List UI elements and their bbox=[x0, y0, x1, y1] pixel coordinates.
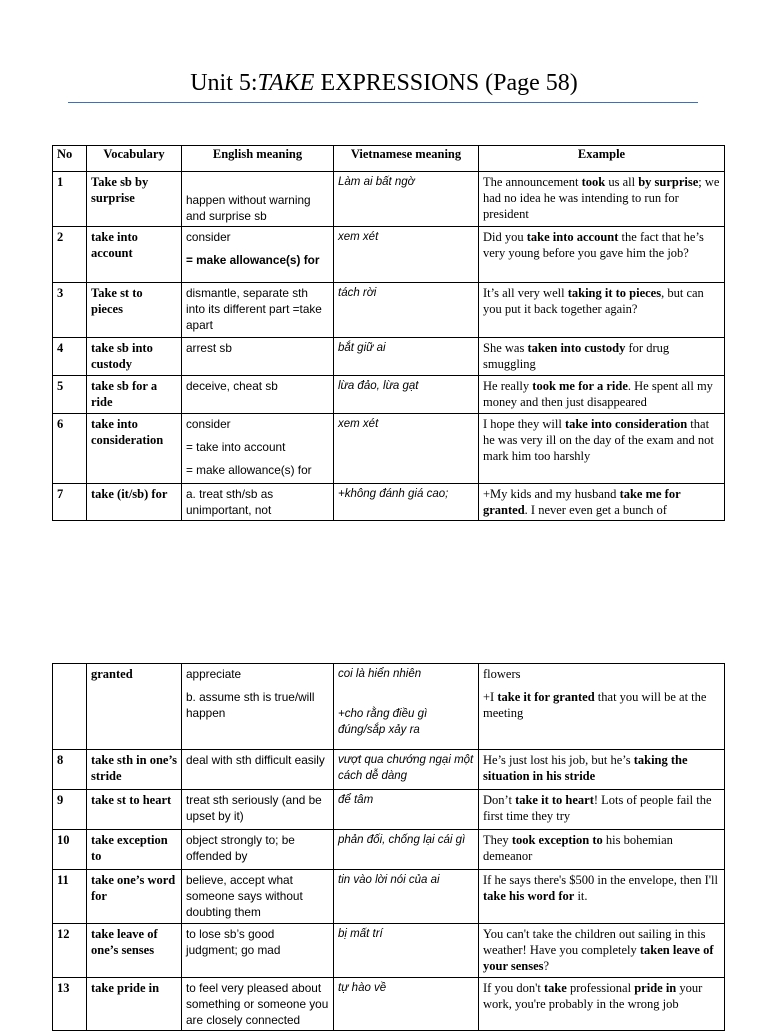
example-cell: She was taken into custody for drug smuggling bbox=[479, 338, 725, 376]
title-underline bbox=[68, 102, 698, 103]
vocabulary-cell: take st to heart bbox=[87, 790, 182, 830]
table-header-row bbox=[53, 146, 725, 172]
emphasis: take bbox=[543, 981, 567, 995]
vietnamese-meaning-line: coi là hiển nhiên bbox=[338, 668, 422, 680]
row-number bbox=[53, 664, 87, 750]
row-number: 2 bbox=[53, 227, 87, 283]
spacer bbox=[338, 682, 474, 706]
english-meaning-line: b. assume sth is true/will happen bbox=[186, 690, 315, 720]
header-vietnamese: Vietnamese meaning bbox=[334, 146, 479, 172]
vietnamese-meaning-cell: tách rời bbox=[334, 283, 479, 338]
english-meaning-cell bbox=[182, 664, 334, 750]
emphasis: take into consideration bbox=[564, 417, 688, 431]
example-cell: Did you take into account the fact that he’s very young before you gave him the job? bbox=[479, 227, 725, 283]
vietnamese-meaning-cell: lừa đảo, lừa gạt bbox=[334, 376, 479, 414]
example-cell: Don’t take it to heart! Lots of people fail the first time they try bbox=[479, 790, 725, 830]
table-row bbox=[53, 790, 725, 830]
english-meaning-cell bbox=[182, 172, 334, 227]
english-meaning-line: happen without warning and surprise sb bbox=[186, 193, 311, 223]
english-meaning-cell bbox=[182, 790, 334, 830]
row-number: 1 bbox=[53, 172, 87, 227]
emphasis: take his word for bbox=[483, 889, 575, 903]
english-meaning-line: believe, accept what someone says without doubting them bbox=[186, 873, 303, 919]
emphasis: took bbox=[581, 175, 606, 189]
page-title bbox=[0, 68, 768, 98]
table-row bbox=[53, 484, 725, 521]
emphasis: took me for a ride bbox=[532, 379, 628, 393]
example-cell: You can't take the children out sailing in this weather! Have you completely taken leave of your senses? bbox=[479, 924, 725, 978]
title-suffix: EXPRESSIONS (Page 58) bbox=[314, 70, 578, 96]
english-meaning-line: = make allowance(s) for bbox=[186, 253, 320, 267]
english-meaning-cell bbox=[182, 750, 334, 790]
table-row bbox=[53, 924, 725, 978]
example-cell: +My kids and my husband take me for granted. I never even get a bunch of bbox=[479, 484, 725, 521]
table-row bbox=[53, 172, 725, 227]
english-meaning-line: to feel very pleased about something or someone you are closely connected bbox=[186, 981, 329, 1027]
vocabulary-cell: take sb into custody bbox=[87, 338, 182, 376]
english-meaning-cell bbox=[182, 830, 334, 870]
vietnamese-meaning-cell: +không đánh giá cao; bbox=[334, 484, 479, 521]
expressions-table-bottom bbox=[52, 663, 725, 1031]
english-meaning-line: deal with sth difficult easily bbox=[186, 753, 325, 767]
vietnamese-meaning-cell: xem xét bbox=[334, 227, 479, 283]
vietnamese-meaning-cell: để tâm bbox=[334, 790, 479, 830]
title-prefix: Unit 5: bbox=[190, 70, 258, 96]
english-meaning-line: treat sth seriously (and be upset by it) bbox=[186, 793, 322, 823]
emphasis: taking the situation in his stride bbox=[483, 753, 688, 783]
expressions-table-top bbox=[52, 145, 725, 521]
english-meaning-cell bbox=[182, 484, 334, 521]
spacer bbox=[186, 432, 329, 439]
row-number: 11 bbox=[53, 870, 87, 924]
english-meaning-cell bbox=[182, 978, 334, 1031]
emphasis: taking it to pieces bbox=[567, 286, 662, 300]
header-vocabulary: Vocabulary bbox=[87, 146, 182, 172]
header-english: English meaning bbox=[182, 146, 334, 172]
spacer bbox=[483, 682, 720, 689]
row-number: 9 bbox=[53, 790, 87, 830]
english-meaning-cell bbox=[182, 227, 334, 283]
english-meaning-line: consider bbox=[186, 230, 231, 244]
table-row bbox=[53, 978, 725, 1031]
vietnamese-meaning-cell bbox=[334, 664, 479, 750]
example-cell: I hope they will take into consideration that he was very ill on the day of the exam and not mark him too harshly bbox=[479, 414, 725, 484]
english-meaning-cell bbox=[182, 338, 334, 376]
emphasis: by surprise bbox=[638, 175, 699, 189]
table-row bbox=[53, 283, 725, 338]
example-cell: It’s all very well taking it to pieces, but can you put it back together again? bbox=[479, 283, 725, 338]
example-cell: If he says there's $500 in the envelope, then I'll take his word for it. bbox=[479, 870, 725, 924]
vocabulary-cell: take exception to bbox=[87, 830, 182, 870]
vietnamese-meaning-cell: bắt giữ ai bbox=[334, 338, 479, 376]
english-meaning-line: = take into account bbox=[186, 440, 286, 454]
table-row bbox=[53, 414, 725, 484]
english-meaning-line: to lose sb’s good judgment; go mad bbox=[186, 927, 281, 957]
row-number: 4 bbox=[53, 338, 87, 376]
vocabulary-cell: take leave of one’s senses bbox=[87, 924, 182, 978]
row-number: 7 bbox=[53, 484, 87, 521]
vietnamese-meaning-cell: vượt qua chướng ngại một cách dễ dàng bbox=[334, 750, 479, 790]
vocabulary-cell: take sth in one’s stride bbox=[87, 750, 182, 790]
row-number: 8 bbox=[53, 750, 87, 790]
vocabulary-cell: take one’s word for bbox=[87, 870, 182, 924]
table-body-bottom bbox=[53, 664, 725, 1031]
vietnamese-meaning-cell: xem xét bbox=[334, 414, 479, 484]
english-meaning-cell bbox=[182, 870, 334, 924]
table-row bbox=[53, 664, 725, 750]
table-row bbox=[53, 830, 725, 870]
spacer bbox=[186, 682, 329, 689]
english-meaning-line: deceive, cheat sb bbox=[186, 379, 278, 393]
emphasis: take it to heart bbox=[515, 793, 594, 807]
table-row bbox=[53, 870, 725, 924]
example-cell: If you don't take professional pride in your work, you're probably in the wrong job bbox=[479, 978, 725, 1031]
emphasis: take me for granted bbox=[483, 487, 681, 517]
vietnamese-meaning-cell: phản đối, chống lại cái gì bbox=[334, 830, 479, 870]
row-number: 5 bbox=[53, 376, 87, 414]
vocabulary-cell: Take st to pieces bbox=[87, 283, 182, 338]
english-meaning-line: consider bbox=[186, 417, 231, 431]
spacer bbox=[186, 455, 329, 462]
table-row bbox=[53, 338, 725, 376]
english-meaning-cell bbox=[182, 924, 334, 978]
row-number: 12 bbox=[53, 924, 87, 978]
vocabulary-cell: take into account bbox=[87, 227, 182, 283]
spacer bbox=[186, 174, 329, 192]
english-meaning-line: appreciate bbox=[186, 667, 242, 681]
english-meaning-line: = make allowance(s) for bbox=[186, 463, 312, 477]
english-meaning-cell bbox=[182, 376, 334, 414]
table-row bbox=[53, 376, 725, 414]
example-cell: They took exception to his bohemian demeanor bbox=[479, 830, 725, 870]
title-italic: TAKE bbox=[257, 70, 315, 96]
english-meaning-cell bbox=[182, 283, 334, 338]
english-meaning-line: arrest sb bbox=[186, 341, 232, 355]
emphasis: taken leave of your senses bbox=[483, 943, 714, 973]
vocabulary-cell: Take sb by surprise bbox=[87, 172, 182, 227]
emphasis: took exception to bbox=[511, 833, 603, 847]
vocabulary-cell: take sb for a ride bbox=[87, 376, 182, 414]
row-number: 3 bbox=[53, 283, 87, 338]
spacer bbox=[186, 245, 329, 252]
emphasis: take into account bbox=[526, 230, 619, 244]
vietnamese-meaning-cell: tin vào lời nói của ai bbox=[334, 870, 479, 924]
example-cell: He really took me for a ride. He spent all my money and then just disappeared bbox=[479, 376, 725, 414]
row-number: 10 bbox=[53, 830, 87, 870]
vietnamese-meaning-cell: tự hào về bbox=[334, 978, 479, 1031]
example-cell bbox=[479, 664, 725, 750]
vocabulary-cell: take (it/sb) for bbox=[87, 484, 182, 521]
emphasis: take it for granted bbox=[497, 690, 595, 704]
header-example: Example bbox=[479, 146, 725, 172]
vietnamese-meaning-cell: bị mất trí bbox=[334, 924, 479, 978]
example-cell: The announcement took us all by surprise; we had no idea he was intending to run for president bbox=[479, 172, 725, 227]
english-meaning-line: dismantle, separate sth into its different part =take apart bbox=[186, 286, 322, 332]
table-row bbox=[53, 750, 725, 790]
row-number: 13 bbox=[53, 978, 87, 1031]
vocabulary-cell: take pride in bbox=[87, 978, 182, 1031]
vocabulary-cell: take into consideration bbox=[87, 414, 182, 484]
vietnamese-meaning-cell: Làm ai bất ngờ bbox=[334, 172, 479, 227]
english-meaning-line: a. treat sth/sb as unimportant, not bbox=[186, 487, 274, 517]
row-number: 6 bbox=[53, 414, 87, 484]
emphasis: pride in bbox=[634, 981, 677, 995]
example-line: flowers bbox=[483, 667, 521, 681]
example-line: +I take it for granted that you will be at the meeting bbox=[483, 690, 707, 720]
example-cell: He’s just lost his job, but he’s taking the situation in his stride bbox=[479, 750, 725, 790]
table-body-top bbox=[53, 172, 725, 521]
vocabulary-cell: granted bbox=[87, 664, 182, 750]
vietnamese-meaning-line: +cho rằng điều gì đúng/sắp xảy ra bbox=[338, 708, 428, 736]
english-meaning-line: object strongly to; be offended by bbox=[186, 833, 295, 863]
header-no: No bbox=[53, 146, 87, 172]
emphasis: taken into custody bbox=[527, 341, 626, 355]
english-meaning-cell bbox=[182, 414, 334, 484]
table-row bbox=[53, 227, 725, 283]
